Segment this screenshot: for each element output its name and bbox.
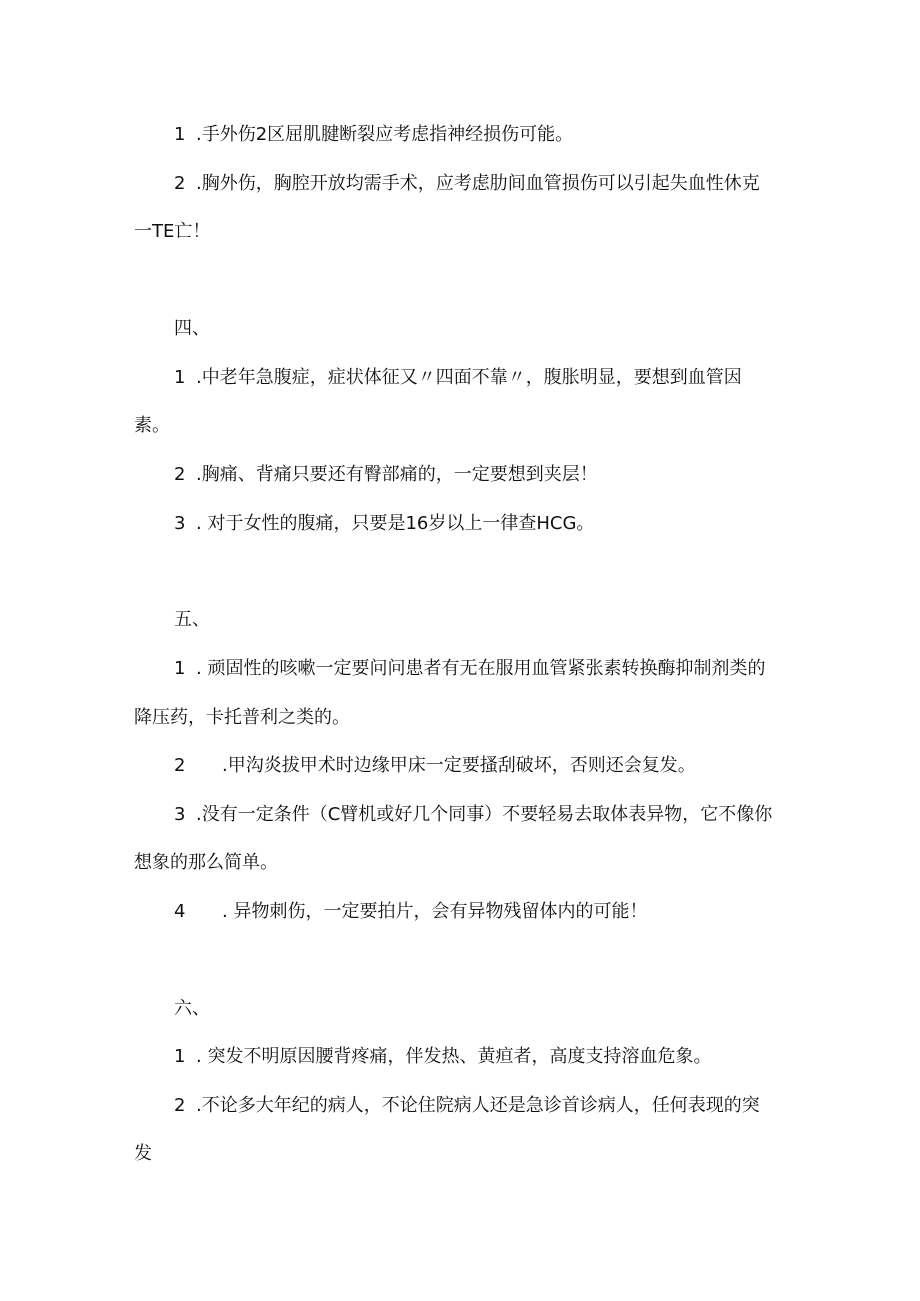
paragraph-4-2 [174,463,598,487]
item-number: 1 [174,1046,186,1067]
item-text: 一TE亡！ [134,221,211,242]
section-heading: 六、 [174,998,210,1019]
paragraph-5-3 [174,803,772,827]
item-text: . 对于女性的腹痛，只要是16岁以上一律查HCG。 [196,513,595,534]
item-text: .没有一定条件（C臂机或好几个同事）不要轻易去取体表异物，它不像你 [196,804,773,825]
item-text: 想象的那么简单。 [134,852,278,873]
paragraph-3-1 [174,123,573,147]
section-heading-6 [174,997,210,1021]
paragraph-4-3 [174,512,594,536]
item-text: 素。 [134,415,170,436]
item-number: 1 [174,367,186,388]
paragraph-6-1 [174,1045,711,1069]
item-number: 2 [174,1095,186,1116]
item-number: 4 [174,901,186,922]
item-number: 1 [174,658,186,679]
item-text: .胸外伤，胸腔开放均需手术，应考虑肋间血管损伤可以引起失血性休克 [196,173,760,194]
item-text: 发 [134,1143,152,1164]
item-number: 1 [174,124,186,145]
paragraph-3-2 [174,172,760,196]
item-text: .手外伤2区屈肌腱断裂应考虑指神经损伤可能。 [196,124,574,145]
paragraph-5-1 [174,657,765,681]
paragraph-4-1-continuation [134,414,170,438]
section-heading-5 [174,608,210,632]
item-text: . 顽固性的咳嗽一定要问问患者有无在服用血管紧张素转换酶抑制剂类的 [196,658,766,679]
item-number: 3 [174,804,186,825]
item-number: 2 [174,464,186,485]
paragraph-6-2-continuation [134,1142,152,1166]
item-text: .胸痛、背痛只要还有臀部痛的，一定要想到夹层！ [196,464,598,485]
item-text: . 异物刺伤，一定要拍片，会有异物残留体内的可能！ [222,901,648,922]
item-text: .不论多大年纪的病人，不论住院病人还是急诊首诊病人，任何表现的突 [196,1095,760,1116]
paragraph-5-1-continuation [134,706,350,730]
section-heading: 四、 [174,318,210,339]
paragraph-5-4 [174,900,647,924]
item-text: . 突发不明原因腰背疼痛，伴发热、黄疸者，高度支持溶血危象。 [196,1046,712,1067]
paragraph-4-1 [174,366,742,390]
paragraph-5-2 [174,754,696,778]
paragraph-5-3-continuation [134,851,278,875]
paragraph-3-2-continuation [134,220,210,244]
section-heading-4 [174,317,210,341]
item-number: 2 [174,755,186,776]
paragraph-6-2 [174,1094,760,1118]
item-text: .甲沟炎拔甲术时边缘甲床一定要搔刮破坏，否则还会复发。 [222,755,696,776]
item-number: 3 [174,513,186,534]
item-text: .中老年急腹症，症状体征又〃四面不靠〃，腹胀明显，要想到血管因 [196,367,742,388]
section-heading: 五、 [174,609,210,630]
item-text: 降压药，卡托普利之类的。 [134,707,350,728]
item-number: 2 [174,173,186,194]
